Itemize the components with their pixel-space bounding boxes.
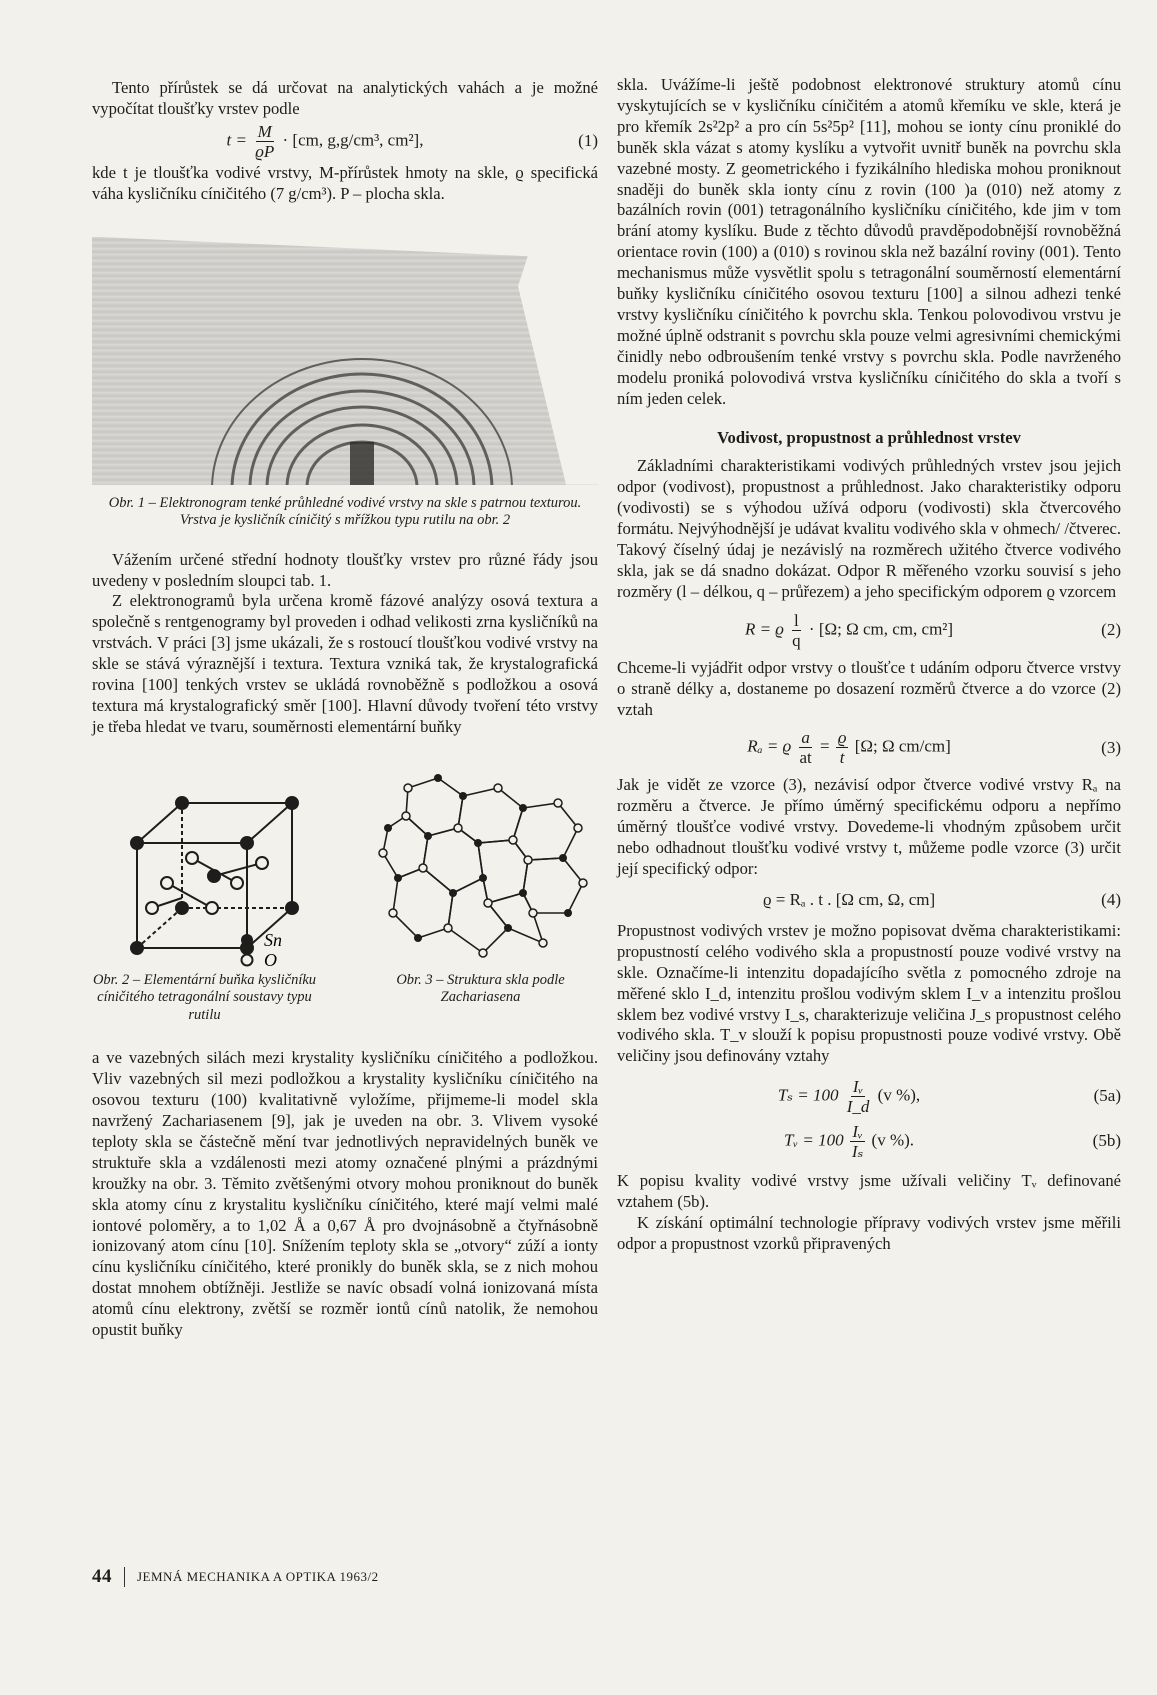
equation-number: (5a) <box>1093 1086 1121 1106</box>
eq-denominator: t <box>839 748 845 768</box>
figures-row <box>92 768 598 968</box>
paragraph: Propustnost vodivých vrstev je možno popisovat dvěma charakteristikami: propustností celého vodivého skla a propustností pouze vodivé vrstvy na skle. Označíme-li intenzitu dopadajícího světla z pomocného zdroje na měřené sklo I_d, intenzitu prošlou vodivým sklem I_v a intenzitu prošlou sklem bez vodivé vrstvy I_s, charakterizuje veličina J_s propustnost celého vodivého skla. T_v slouží k popisu propustnosti pouze vodivé vrstvy. Obě veličiny jsou definovány vztahy <box>617 920 1121 1066</box>
page-footer <box>92 1566 379 1588</box>
paragraph: skla. Uvážíme-li ještě podobnost elektronové struktury atomů cínu vyskytujících se v kysličníku cíničitém a atomů křemíku ve skle, která je pro křemík 2s²2p² a pro cín 5s²5p² [11], mohou se ionty cínu proniklé do buněk skla vázat s atomy kyslíku a vytvořit uvnitř buněk na povrchu skla vazebné mosty. Z geometrického i fyzikálního hlediska mohou proniknout snaději do buněk skla ionty cínu z rovin (100 )a (010) než atomy z bazálních rovin (001) tetragonálního kysličníku cíničitého, kde jim v tom brání atomy kyslíku. Bude z těchto důvodů pravděpodobnější rovnoběžná orientace rovin (100) a (010) s rovinou skla než bazální roviny (001). Tento mechanismus může vysvětlit spolu s tetragonální souměrností elementární buňky kysličníku cíničitého osovou texturu [100] a silnou adhezi tenké vrstvy kysličníku cíničitého k povrchu skla. Tenkou polovodivou vrstvu je možné úplně odstranit s povrchu skla pouze velmi agresivními chemickými činidly nebo odbroušením tenké vrstvy s povrchu skla. Podle navrženého modelu proniká polovodivá vrstva kysličníku cíničitého do skla a tvoří s ním jeden celek. <box>617 75 1121 408</box>
eq-units: (v %). <box>871 1130 915 1150</box>
equation-5b <box>617 1122 1121 1161</box>
legend-sn: Sn <box>264 929 282 950</box>
eq-numerator: a <box>801 728 810 748</box>
fraction <box>836 728 849 767</box>
equation-number: (3) <box>1101 737 1121 757</box>
eq-lhs: Tₛ = 100 <box>777 1085 839 1105</box>
eq-denominator: Iₛ <box>851 1142 864 1162</box>
paragraph: K popisu kvality vodivé vrstvy jsme užívali veličiny Tᵥ definované vztahem (5b). <box>617 1171 1121 1212</box>
right-column <box>617 75 1121 1255</box>
eq-numerator: ϱ <box>837 728 847 748</box>
fraction <box>845 1077 872 1116</box>
paragraph: Jak je vidět ze vzorce (3), nezávisí odpor čtverce vodivé vrstvy Rₐ na rozměru a čtverce. Je přímo úměrný specifickému odporu a nepřímo úměrný tloušťce vodivé vrstvy. Dovedeme-li vhodným způsobem určit nebo odhadnout tloušťku vodivé vrstvy t, můžeme podle vzorce (3) určit její specifický odpor: <box>617 775 1121 879</box>
eq-numerator: Iᵥ <box>852 1122 863 1142</box>
rutile-unit-cell-diagram <box>92 768 332 968</box>
eq-units: · [cm, g,g/cm³, cm²], <box>282 130 424 150</box>
eq-lhs: t = <box>226 130 247 150</box>
eq-units: (v %), <box>877 1085 921 1105</box>
paragraph: Z elektronogramů byla určena kromě fázové analýzy osová textura a společně s rentgenogramy byl proveden i odhad velikosti zrna kysličníků na vrstvách. V práci [3] jsme ukázali, že s rostoucí tloušťkou vodivé vrstvy na skle se stává výraznější i textura. Textura vzniká tak, že krystalografická rovina [100] tenkých vrstev se ukládá rovnoběžně s podložkou a osová textura má krystalografický směr [100]. Hlavní důvody tvoření této vrstvy je třeba hledat ve tvaru, souměrnosti elementární buňky <box>92 591 598 736</box>
paragraph: Vážením určené střední hodnoty tloušťky vrstev pro různé řády jsou uvedeny v posledním sloupci tab. 1. <box>92 549 598 590</box>
page-number: 44 <box>92 1566 112 1587</box>
equation-5a <box>617 1077 1121 1116</box>
paragraph: Tento přírůstek se dá určovat na analytických vahách a je možné vypočítat tloušťky vrstev podle <box>92 78 598 118</box>
eq-numerator: M <box>257 121 272 141</box>
equation-4 <box>617 890 1121 911</box>
equation-number: (4) <box>1101 890 1121 909</box>
eq-denominator: I_d <box>846 1097 870 1117</box>
section-heading: Vodivost, propustnost a průhlednost vrstev <box>717 427 1021 447</box>
equation-1 <box>92 122 598 161</box>
eq-equals: = <box>819 736 830 756</box>
footer-divider <box>124 1567 125 1587</box>
equation-2 <box>617 611 1121 650</box>
paragraph: Chceme-li vyjádřit odpor vrstvy o tloušťce t udáním odporu čtverce vrstvy o straně délky a, dostaneme po dosazení rozměrů čtverce a do vzorce (2) vztah <box>617 657 1121 719</box>
equation-number: (1) <box>578 130 598 150</box>
figure-3-caption: Obr. 3 – Struktura skla podle Zachariasena <box>396 971 565 1006</box>
figure-1-caption: Obr. 1 – Elektronogram tenké průhledné vodivé vrstvy na skle s patrnou texturou. Vrstva je kysličník cíničitý s mřížkou typu rutilu na obr. 2 <box>108 494 582 529</box>
fraction <box>790 611 803 650</box>
fraction <box>797 728 813 767</box>
fraction <box>850 1122 865 1161</box>
eq-units: · [Ω; Ω cm, cm, cm²] <box>808 619 954 639</box>
glass-structure-diagram <box>368 768 598 968</box>
diffraction-rings <box>92 237 598 485</box>
eq-expression: ϱ = Rₐ . t . [Ω cm, Ω, cm] <box>762 890 936 909</box>
eq-lhs: Tᵥ = 100 <box>783 1130 844 1150</box>
journal-name: JEMNÁ MECHANIKA A OPTIKA 1963/2 <box>137 1569 379 1584</box>
electron-diffraction-photo <box>92 237 598 485</box>
eq-units: [Ω; Ω cm/cm] <box>854 736 951 756</box>
eq-denominator: ϱP <box>255 141 275 161</box>
legend-o: O <box>264 949 277 968</box>
eq-lhs: R = ϱ <box>744 619 784 639</box>
eq-lhs: Rₐ = ϱ <box>747 736 792 756</box>
left-column <box>92 78 598 1341</box>
equation-number: (2) <box>1101 619 1121 639</box>
equation-3 <box>617 728 1121 767</box>
fraction <box>253 122 276 161</box>
eq-numerator: l <box>794 610 799 630</box>
eq-numerator: Iᵥ <box>852 1077 864 1097</box>
paragraph: Základními charakteristikami vodivých průhledných vrstev jsou jejich odpor (vodivost), propustnost a průhlednost. Jako charakteristiky odporu (vodivosti) se s výhodou užívá odporu (vodivosti) skla čtvercového formátu. Nejvýhodnější je udávat kvalitu vodivého skla v ohmech/ /čtverec. Takový číselný údaj je nezávislý na rozměrech užitého čtverce vodivého skla, jak se dá snadno dokázat. Odpor R měřeného vzorku souvisí s jeho rozměry (l – délkou, q – průřezem) a jeho specifickým odporem ϱ vzorcem <box>617 456 1121 601</box>
figure-2-caption: Obr. 2 – Elementární buňka kysličníku cíničitého tetragonální soustavy typu rutilu <box>92 971 317 1023</box>
eq-denominator: q <box>792 630 801 650</box>
equation-number: (5b) <box>1092 1131 1121 1151</box>
paragraph: kde t je tloušťka vodivé vrstvy, M-přírůstek hmoty na skle, ϱ specifická váha kysličníku cíničitého (7 g/cm³). P – plocha skla. <box>92 162 598 203</box>
paragraph: K získání optimální technologie přípravy vodivých vrstev jsme měřili odpor a propustnost vzorků připravených <box>617 1213 1121 1253</box>
eq-denominator: at <box>799 748 812 768</box>
paragraph: a ve vazebných silách mezi krystality kysličníku cíničitého a podložkou. Vliv vazebných sil mezi podložkou a krystality kysličníku cíničitého na osovou texturu (100) kvalitativně vyložíme, přijmeme-li model skla navržený Zachariasenem [9], jak je uveden na obr. 3. Vlivem vysoké teploty skla se částečně mění tvar jednotlivých nepravidelných buněk ve struktuře skla a vzdálenosti mezi atomy označené plnými a prázdnými kroužky na obr. 3. Těmito zvětšenými otvory mohou proniknout do buněk skla atomy cínu z krystalitu kysličníku cíničitého, které mají velmi malé iontové poloměry, a to 1,02 Å a 0,67 Å pro dvojnásobně a čtyřnásobně ionizovaný atom cínu [10]. Snížením teploty skla se „otvory“ zúží a ionty cínu kysličníku cíničitého, které pronikly do buněk skla, se z nich mohou dostat mnohem obtížněji. Jestliže se navíc obsadí volná ionizovaná místa atomů cínu elektrony, zvětší se rozměr iontů cínů natolik, že nemohou opustit buňky <box>92 1048 598 1340</box>
